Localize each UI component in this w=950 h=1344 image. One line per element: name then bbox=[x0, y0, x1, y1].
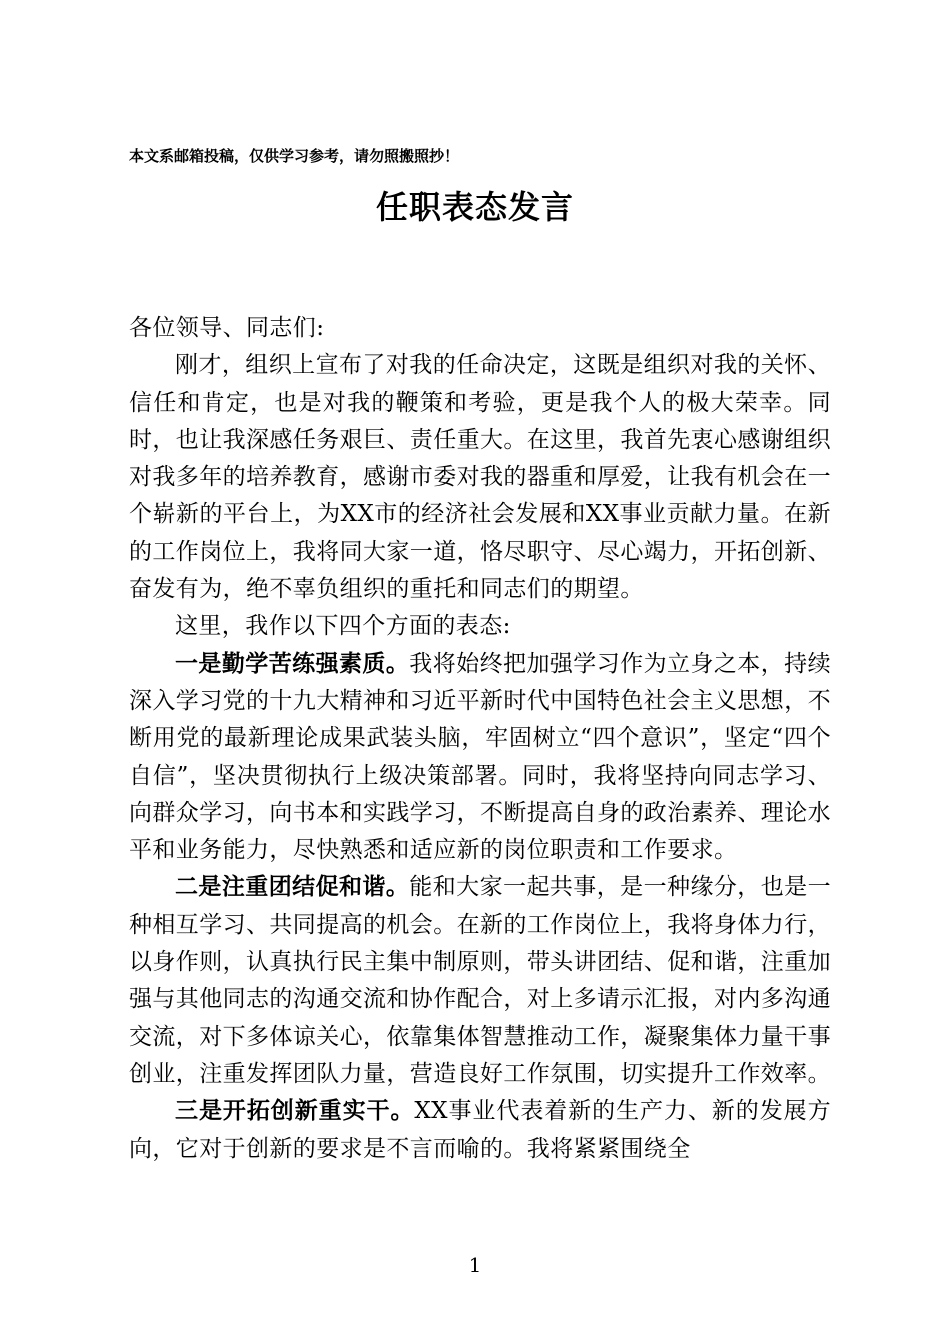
page-number: 1 bbox=[468, 1253, 482, 1277]
paragraph-lead: 二是注重团结促和谐。 bbox=[175, 874, 410, 901]
speech-body bbox=[129, 310, 831, 1168]
paragraph-lead: 一是勤学苦练强素质。 bbox=[175, 650, 410, 677]
document-title: 任职表态发言 bbox=[375, 188, 574, 226]
paragraph-text: 能和大家一起共事，是一种缘分，也是一种相互学习、共同提高的机会。在新的工作岗位上，我将身体力行，以身作则，认真执行民主集中制原则，带头讲团结、促和谐，注重加强与其他同志的沟通交流和协作配合，对上多请示汇报，对内多沟通交流，对下多体谅关心，依靠集体智慧推动工作，凝聚集体力量干事创业，注重发挥团队力量，营造良好工作氛围，切实提升工作效率。 bbox=[129, 874, 831, 1087]
paragraph-lead: 三是开拓创新重实干。 bbox=[175, 1098, 415, 1125]
paragraph-text: 我将始终把加强学习作为立身之本，持续深入学习党的十九大精神和习近平新时代中国特色社会主义思想，不断用党的最新理论成果武装头脑，牢固树立“四个意识”，坚定“四个自信”，坚决贯彻执行上级决策部署。同时，我将坚持向同志学习、向群众学习，向书本和实践学习，不断提高自身的政治素养、理论水平和业务能力，尽快熟悉和适应新的岗位职责和工作要求。 bbox=[129, 650, 831, 864]
paragraph-text: 这里，我作以下四个方面的表态: bbox=[175, 613, 511, 640]
paragraph-text: XX事业代表着新的生产力、新的发展方向，它对于创新的要求是不言而喻的。我将紧紧围绕全 bbox=[129, 1098, 831, 1162]
paragraph-intro bbox=[129, 347, 831, 608]
paragraph-text: 刚才，组织上宣布了对我的任命决定，这既是组织对我的关怀、信任和肯定，也是对我的鞭策和考验，更是我个人的极大荣幸。同时，也让我深感任务艰巨、责任重大。在这里，我首先衷心感谢组织对我多年的培养教育，感谢市委对我的器重和厚爱，让我有机会在一个崭新的平台上，为XX市的经济社会发展和XX事业贡献力量。在新的工作岗位上，我将同大家一道，恪尽职守、尽心竭力，开拓创新、奋发有为，绝不辜负组织的重托和同志们的期望。 bbox=[129, 352, 831, 603]
paragraph-point-two bbox=[129, 869, 831, 1093]
paragraph-point-one bbox=[129, 646, 831, 870]
submission-notice: 本文系邮箱投稿，仅供学习参考，请勿照搬照抄！ bbox=[129, 147, 460, 165]
salutation: 各位领导、同志们: bbox=[129, 315, 325, 341]
paragraph-point-three bbox=[129, 1093, 831, 1168]
paragraph-outline bbox=[129, 608, 831, 645]
